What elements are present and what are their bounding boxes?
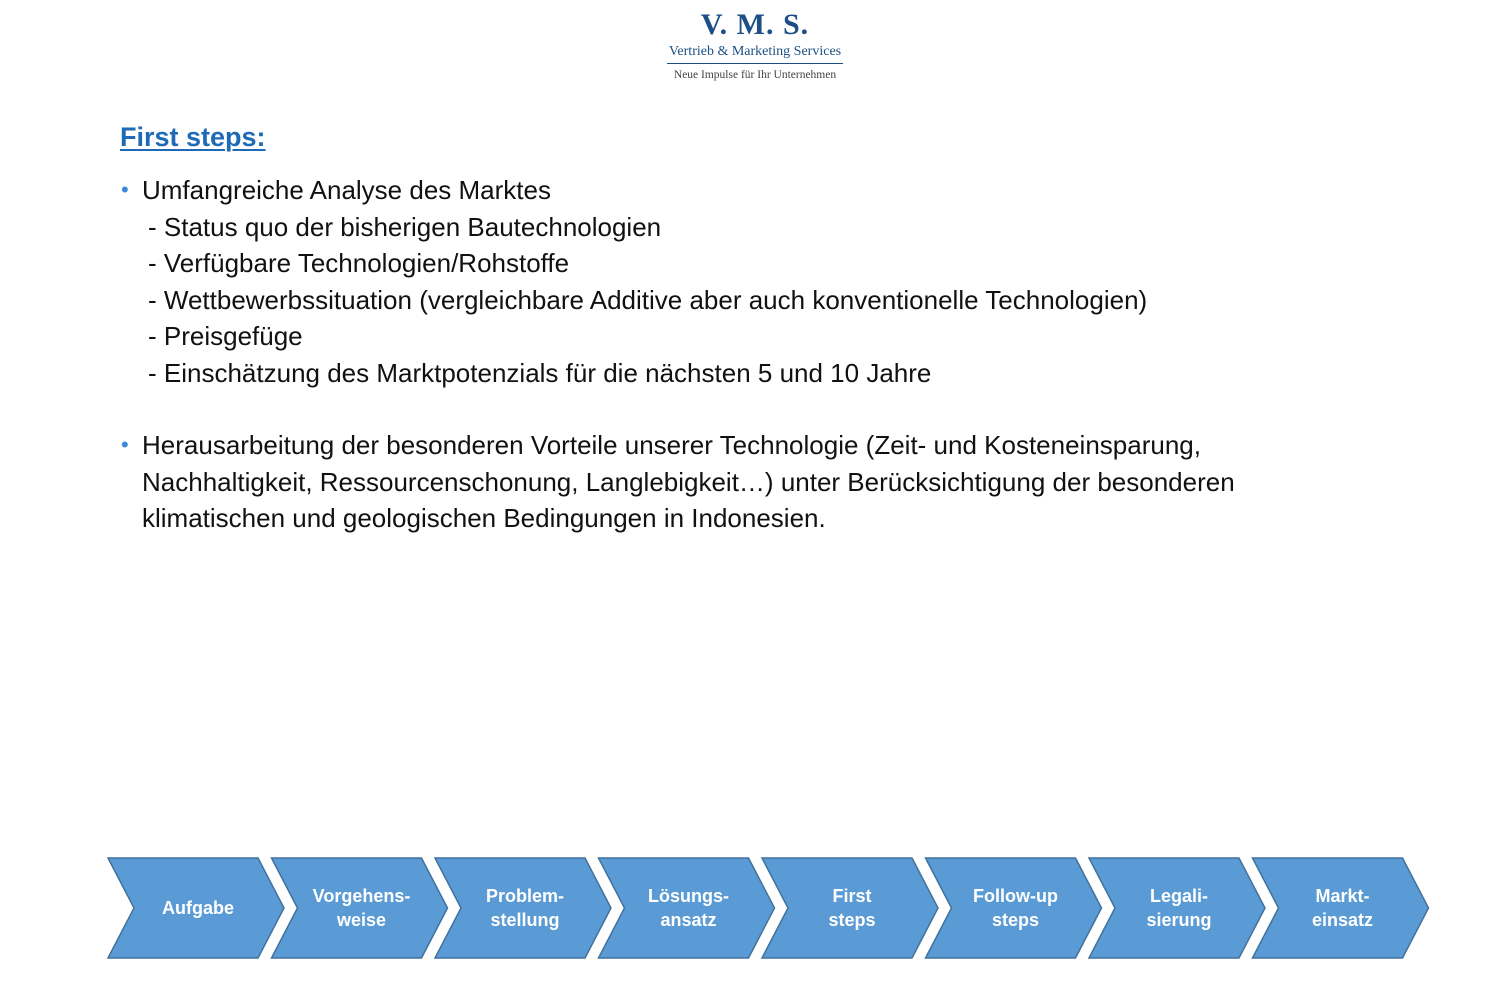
bullet-dot-icon: • — [121, 432, 129, 457]
chevron-step-label — [782, 857, 922, 959]
company-logo — [655, 8, 855, 83]
bullet-line: Nachhaltigkeit, Ressourcenschonung, Langlebigkeit…) unter Berücksichtigung der besonderen — [142, 466, 1235, 497]
sub-item: - Verfügbare Technologien/Rohstoffe — [148, 248, 570, 278]
bullet-dot-icon: • — [121, 177, 129, 202]
page-title: First steps: — [120, 122, 266, 152]
bullet-technology-advantages — [120, 427, 1380, 537]
chevron-step-label — [1273, 857, 1413, 959]
chevron-step-line: Legali- — [1149, 886, 1208, 906]
chevron-step-label — [1109, 857, 1249, 959]
chevron-step-line: Problem- — [485, 886, 564, 906]
chevron-step-line: sierung — [1146, 910, 1212, 930]
bullet-market-analysis — [120, 172, 1380, 391]
chevron-step-line: steps — [828, 910, 876, 930]
chevron-step-line: einsatz — [1311, 910, 1374, 930]
chevron-step-label — [946, 857, 1086, 959]
chevron-step-line: steps — [991, 910, 1040, 930]
chevron-step-label — [128, 857, 268, 959]
process-chevron-bar — [0, 857, 1500, 959]
sub-item: - Preisgefüge — [148, 321, 303, 351]
logo-subtitle: Vertrieb & Marketing Services — [667, 44, 843, 64]
sub-item: - Status quo der bisherigen Bautechnologien — [148, 211, 662, 242]
bullet-text: Umfangreiche Analyse des Marktes — [142, 175, 551, 205]
sub-item: - Wettbewerbssituation (vergleichbare Additive aber auch konventionelle Technologien) — [148, 284, 1148, 315]
chevron-step-line: Vorgehens- — [312, 886, 411, 906]
chevron-step-label — [292, 857, 432, 959]
chevron-step-line: Markt- — [1315, 886, 1370, 906]
bullet-line: klimatischen und geologischen Bedingungen in Indonesien. — [142, 503, 826, 533]
chevron-step-label — [455, 857, 595, 959]
bullet-line: Herausarbeitung der besonderen Vorteile unserer Technologie (Zeit- und Kosteneinsparung, — [142, 430, 1201, 460]
sub-list — [142, 209, 1380, 392]
sub-item: - Einschätzung des Marktpotenzials für die nächsten 5 und 10 Jahre — [148, 357, 932, 388]
logo-title: V. M. S. — [700, 8, 810, 41]
chevron-step-label — [619, 857, 759, 959]
chevron-step-line: First — [832, 886, 872, 906]
chevron-step-line: ansatz — [660, 910, 717, 930]
bullet-list — [120, 172, 1380, 537]
chevron-step-line: Lösungs- — [648, 886, 729, 906]
chevron-step-line: Aufgabe — [162, 898, 234, 918]
logo-slogan: Neue Impulse für Ihr Unternehmen — [673, 69, 837, 81]
chevron-step-line: stellung — [490, 910, 560, 930]
chevron-step-line: weise — [336, 910, 387, 930]
chevron-step-line: Follow-up — [973, 886, 1058, 906]
